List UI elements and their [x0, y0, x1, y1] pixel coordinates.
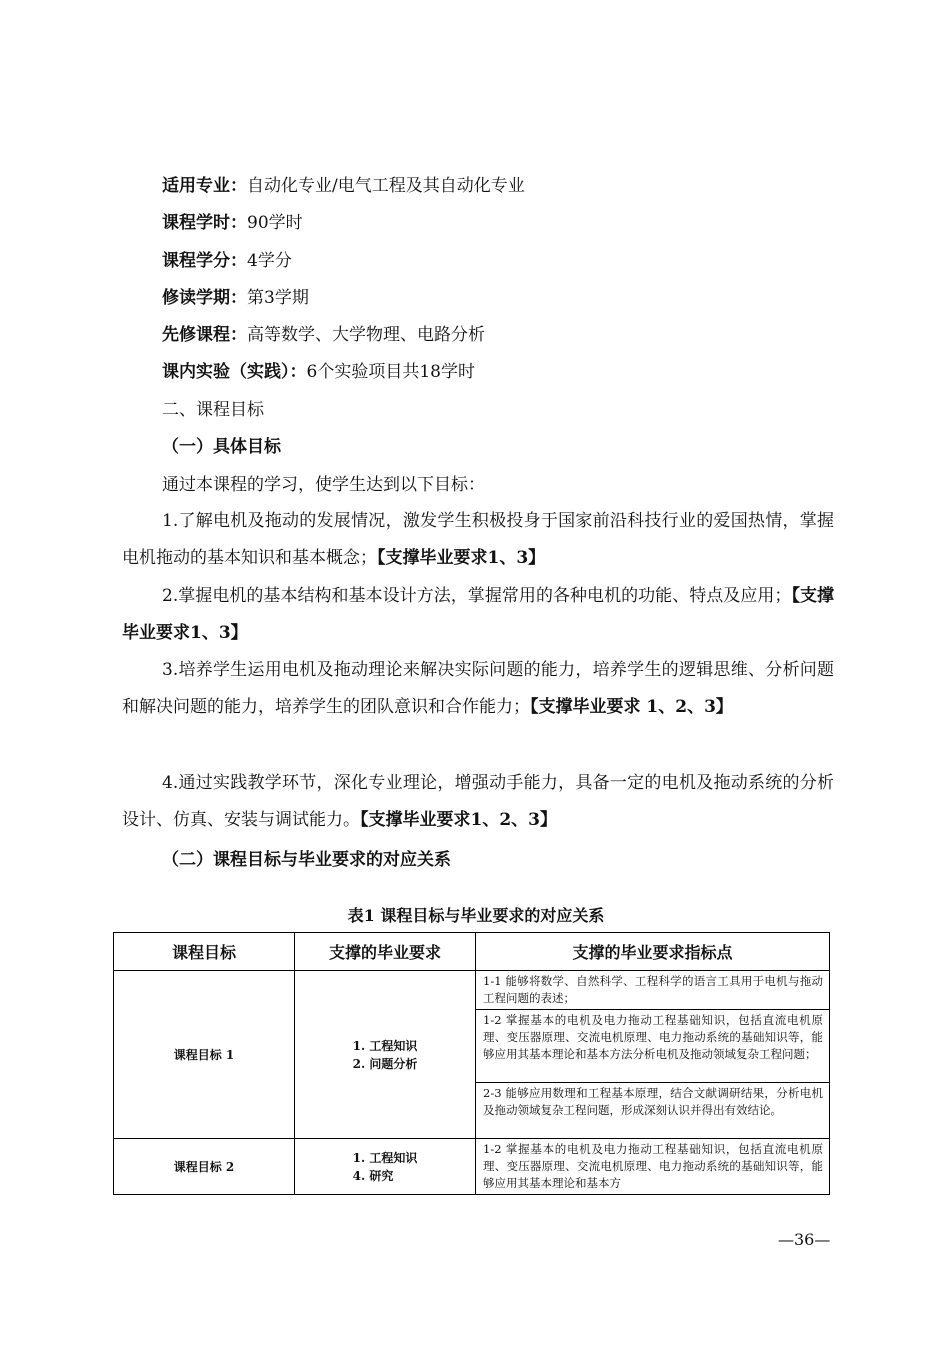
goal-text: 3.培养学生运用电机及拖动理论来解决实际问题的能力，培养学生的逻辑思维、分析问题和解决问题的能力，培养学生的团队意识和合作能力； — [122, 660, 834, 717]
requirement-cell — [295, 971, 476, 1139]
course-goal-cell: 课程目标 1 — [114, 971, 295, 1139]
page-number: —36— — [778, 1230, 831, 1249]
goal-support: 【支撑毕业要求1、3】 — [377, 548, 546, 568]
table-header-row — [114, 933, 830, 971]
section-heading: 二、课程目标 — [162, 400, 264, 420]
info-line-semester — [162, 288, 309, 308]
info-label: 适用专业： — [162, 176, 247, 196]
info-value: 自动化专业/电气工程及其自动化专业 — [247, 176, 525, 196]
goal-paragraph-1 — [122, 503, 834, 577]
info-label: 课内实验（实践）： — [162, 362, 307, 382]
indicator-cell: 1-1 能够将数学、自然科学、工程科学的语言工具用于电机与拖动工程问题的表述； — [476, 971, 830, 1010]
info-value: 4学分 — [247, 251, 292, 271]
subsection-heading-2: （二）课程目标与毕业要求的对应关系 — [162, 850, 451, 870]
course-goal-cell: 课程目标 2 — [114, 1139, 295, 1195]
requirement-item: 1. 工程知识 — [352, 1150, 418, 1165]
requirement-item: 2. 问题分析 — [352, 1056, 418, 1071]
info-value: 90学时 — [247, 213, 303, 233]
goals-requirements-table — [113, 932, 830, 1195]
intro-text: 通过本课程的学习，使学生达到以下目标： — [162, 475, 485, 495]
indicator-cell: 1-2 掌握基本的电机及电力拖动工程基础知识，包括直流电机原理、变压器原理、交流电机原理、电力拖动系统的基础知识等，能够应用其基本理论和基本方 — [476, 1139, 830, 1195]
info-line-major — [162, 176, 525, 196]
table-row — [114, 1139, 830, 1195]
info-line-hours — [162, 213, 303, 233]
indicator-cell: 1-2 掌握基本的电机及电力拖动工程基础知识，包括直流电机原理、变压器原理、交流电机原理、电力拖动系统的基础知识等，能够应用其基本理论和基本方法分析电机及拖动领域复杂工程问题； — [476, 1010, 830, 1083]
goal-paragraph-2 — [122, 578, 834, 652]
info-label: 课程学时： — [162, 213, 247, 233]
goal-paragraph-3 — [122, 652, 834, 726]
info-label: 修读学期： — [162, 288, 247, 308]
requirement-item: 4. 研究 — [352, 1168, 394, 1183]
table-caption: 表1 课程目标与毕业要求的对应关系 — [347, 906, 605, 925]
info-line-prerequisites — [162, 325, 485, 345]
subsection-heading: （一）具体目标 — [162, 437, 281, 457]
goal-paragraph-4 — [122, 765, 834, 839]
info-line-credits — [162, 251, 292, 271]
goal-support: 【支撑毕业要求 1、2、3】 — [530, 697, 733, 717]
requirement-cell — [295, 1139, 476, 1195]
table-header: 课程目标 — [114, 933, 295, 971]
info-value: 第3学期 — [247, 288, 309, 308]
goal-support: 【支撑毕业要求1、2、3】 — [360, 810, 557, 830]
info-line-lab — [162, 362, 475, 382]
goal-text: 2.掌握电机的基本结构和基本设计方法，掌握常用的各种电机的功能、特点及应用； — [162, 586, 792, 606]
indicator-cell: 2-3 能够应用数理和工程基本原理，结合文献调研结果，分析电机及拖动领域复杂工程问题，形成深刻认识并得出有效结论。 — [476, 1083, 830, 1139]
info-label: 课程学分： — [162, 251, 247, 271]
table-header: 支撑的毕业要求 — [295, 933, 476, 971]
goal-support: 【支撑毕业要求1、3】 — [122, 586, 835, 643]
goal-text: 1.了解电机及拖动的发展情况，激发学生积极投身于国家前沿科技行业的爱国热情，掌握电机拖动的基本知识和基本概念； — [122, 511, 834, 568]
info-label: 先修课程： — [162, 325, 247, 345]
info-value: 高等数学、大学物理、电路分析 — [247, 325, 485, 345]
requirement-item: 1. 工程知识 — [352, 1038, 418, 1053]
info-value: 6个实验项目共18学时 — [306, 362, 475, 382]
table-row — [114, 971, 830, 1010]
goal-text: 4.通过实践教学环节，深化专业理论，增强动手能力，具备一定的电机及拖动系统的分析设计、仿真、安装与调试能力。 — [122, 773, 834, 830]
table-header: 支撑的毕业要求指标点 — [476, 933, 830, 971]
